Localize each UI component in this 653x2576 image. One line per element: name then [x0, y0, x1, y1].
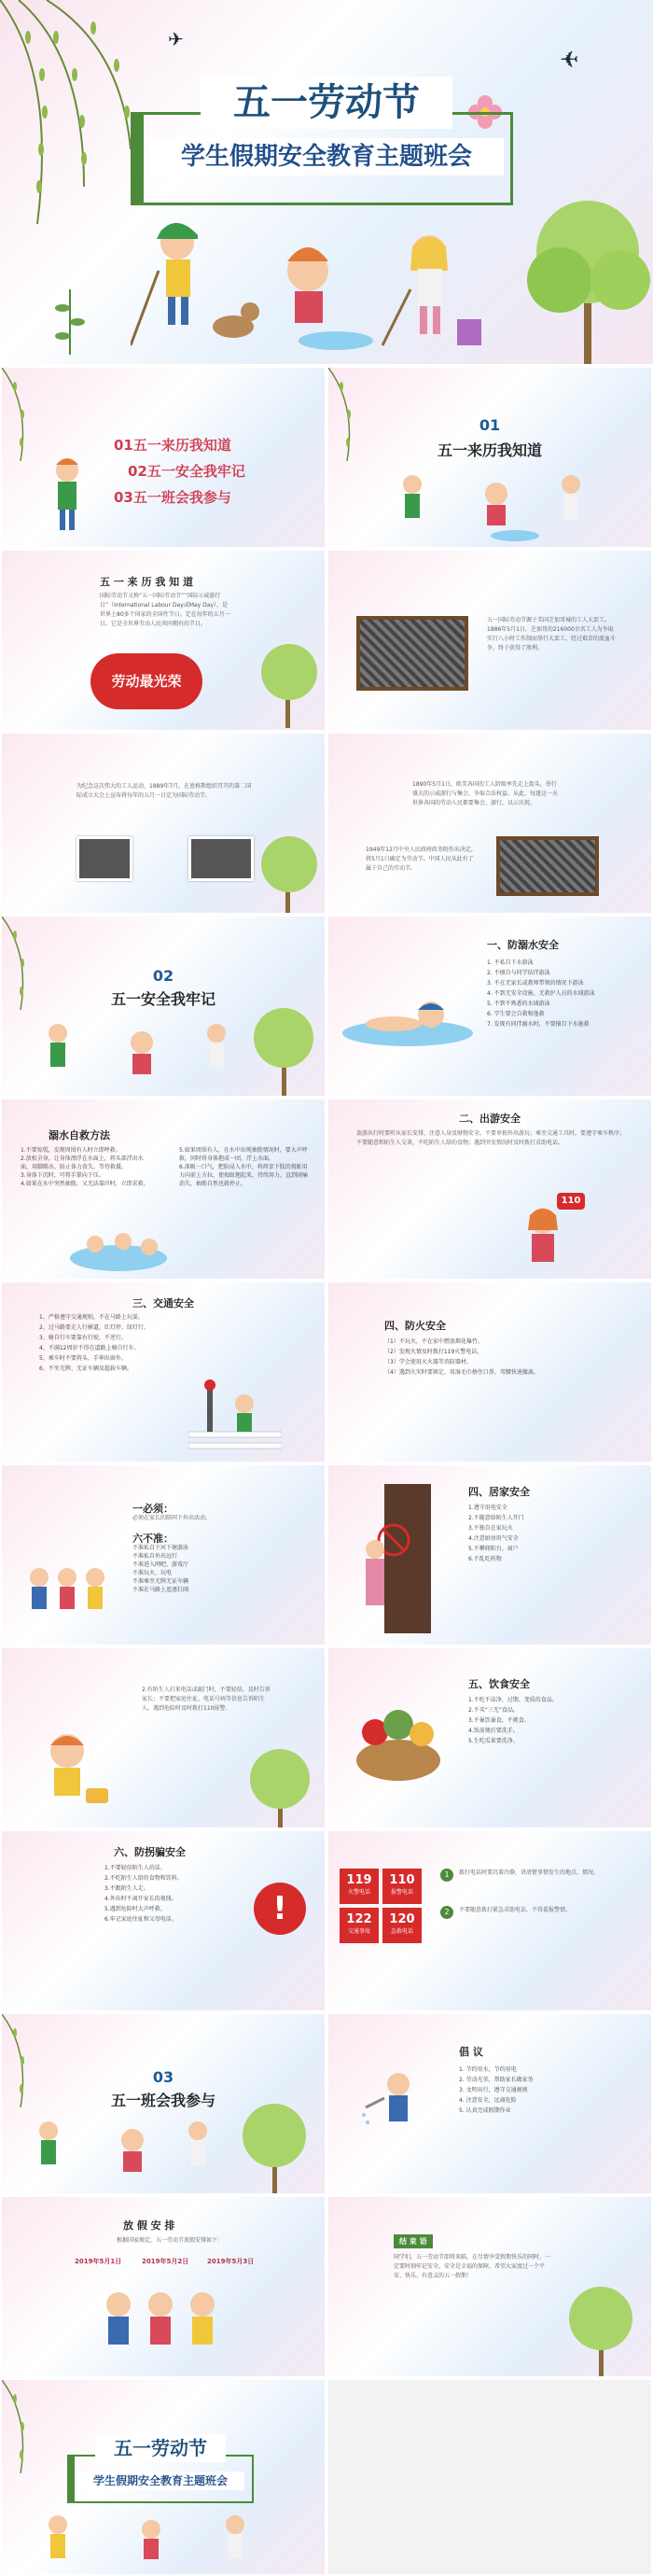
list-item: 4.注意厨房用气安全 — [468, 1535, 519, 1542]
willow-branch-icon — [2, 2380, 58, 2473]
schedule-slide — [2, 2197, 325, 2376]
phone-step-2: 不要随意拨打紧急求助电话，不得谎报警情。 — [459, 1907, 572, 1913]
fraud-list — [104, 1863, 183, 1925]
water-safety-slide — [328, 917, 651, 1096]
willow-branch-icon — [2, 368, 58, 461]
phone-number: 110 — [389, 1873, 415, 1887]
self-rescue-slide — [2, 1099, 325, 1279]
traffic-safety-slide — [2, 1282, 325, 1462]
holiday-date: 2019年5月1日 — [75, 2258, 122, 2265]
list-item: 1.不要惊慌，发现周围有人时立即呼救。 — [21, 1147, 121, 1154]
child-watering-illustration — [356, 2061, 440, 2145]
cover-slide — [0, 0, 653, 364]
list-item: 6、不坐无牌、无证车辆及超载车辆。 — [39, 1365, 132, 1372]
tree-icon — [244, 1001, 325, 1096]
list-item: 不准私自外出远行 — [132, 1553, 178, 1560]
section-title: 五一来历我知道 — [437, 441, 542, 459]
fire-heading: 四、防火安全 — [384, 1320, 446, 1332]
section-number: 03 — [152, 2068, 174, 2086]
list-item: （1）不玩火，不在家中燃放烟花爆竹。 — [384, 1338, 483, 1345]
stranger-slide — [2, 1648, 325, 1827]
list-item: 3. 不在无家长或教师带领的情况下游泳 — [487, 980, 584, 987]
tree-icon — [254, 635, 325, 728]
list-item: 不准乘坐无牌无证车辆 — [132, 1578, 189, 1585]
water-heading: 一、防溺水安全 — [487, 939, 559, 951]
crosswalk-illustration — [188, 1376, 282, 1460]
tree-icon — [552, 2281, 651, 2376]
list-item: 5.遇到危险时大声呼救。 — [104, 1906, 166, 1912]
travel-heading: 二、出游安全 — [459, 1113, 521, 1125]
travel-text: 旅游出行时要听从家长安排，注意人身及财物安全，不要单独外出游玩；乘坐交通工具时，要遵守乘车秩序；不要随意和陌生人交谈，不吃陌生人给的食物；遇到突发情况时及时拨打求助电话。 — [356, 1130, 626, 1146]
history1-text: 五一国际劳动节源于美国芝加哥城的工人大罢工。1886年5月1日，芝加哥的216000余名工人为争取实行八小时工作制而举行大罢工，经过艰苦的流血斗争，终于获得了胜利。 — [487, 617, 617, 651]
list-item: 7. 发现有同伴溺水时，不要擅自下水施救 — [487, 1021, 590, 1028]
list-item: 2、过马路要走人行横道，红灯停、绿灯行。 — [39, 1324, 149, 1331]
traffic-heading: 三、交通安全 — [132, 1297, 194, 1309]
phone-label: 报警电话 — [390, 1889, 413, 1896]
phone-box-120 — [382, 1908, 422, 1943]
history-photo-frame — [496, 836, 599, 896]
proposal-list — [459, 2065, 534, 2116]
home-safety-slide — [328, 1465, 651, 1645]
phone-number: 120 — [389, 1912, 415, 1926]
rules-slide — [2, 1465, 325, 1645]
list-item: 1. 不私自下水游泳 — [487, 959, 534, 966]
anti-fraud-slide — [2, 1831, 325, 2010]
list-item: 2.不买“三无”食品。 — [468, 1707, 519, 1714]
list-item: 2.放松全身，让身体漂浮在水面上，将头部浮出水面，用脚踢水，防止体力丧失，等待救援。 — [21, 1155, 144, 1170]
final-title: 五一劳动节 — [95, 2434, 226, 2462]
swallow-icon: ✈ — [168, 28, 184, 50]
warning-icon: ! — [254, 1883, 306, 1935]
closing-text: 同学们，五一劳动节即将来临，在尽情享受假期快乐的同时，一定要时刻牢记安全，安全是幸福的保障，希望大家度过一个平安、快乐、有意义的五一假期！ — [394, 2254, 551, 2279]
children-cleaning-illustration — [394, 470, 599, 545]
list-item: 4.外出时不离开家长的视线。 — [104, 1896, 177, 1902]
children-cleaning-illustration — [30, 2117, 216, 2191]
child-with-phone-illustration — [515, 1202, 571, 1277]
history2-text: 为纪念这次伟大的工人运动，1889年7月，在恩格斯组织召开的第二国际成立大会上宣布将每年的五月一日定为国际劳动节。 — [76, 783, 252, 799]
rules-must-text: 必须在家长的陪同下外出活动。 — [132, 1515, 212, 1521]
history1-slide — [328, 551, 651, 730]
list-item: 6. 学生要会自救和他救 — [487, 1011, 545, 1017]
tree-icon — [235, 1742, 325, 1827]
list-item: 2.不吃陌生人给的食物和饮料。 — [104, 1875, 183, 1882]
toc-slide — [2, 368, 325, 547]
history3-text2: 1949年12月中央人民政府政务院作出决定，将5月1日确定为劳动节。中国人民从此有了属于自己的劳动节。 — [366, 847, 477, 872]
swallow-icon: ✈ — [560, 47, 579, 73]
schedule-text: 根据国家规定，五一劳动节放假安排如下： — [116, 2237, 223, 2244]
door-stranger-illustration — [356, 1484, 440, 1643]
phone-box-119 — [340, 1869, 379, 1904]
list-item: 1.不吃不洁净、过期、变质的食品。 — [468, 1697, 558, 1703]
list-item: 1.不要轻信陌生人的话。 — [104, 1865, 166, 1871]
child-illustration — [39, 452, 104, 536]
phone-number: 122 — [346, 1912, 372, 1926]
cover-title: 五一劳动节 — [201, 77, 452, 129]
cover-subtitle: 学生假期安全教育主题班会 — [149, 138, 504, 175]
toc-item-1[interactable]: 01五一来历我知道 — [114, 437, 231, 454]
phone-label: 交通事故 — [347, 1928, 370, 1935]
children-sweeping-illustration — [131, 215, 485, 355]
swimming-children-illustration — [67, 1221, 170, 1277]
travel-safety-slide — [328, 1099, 651, 1279]
list-item: 不准玩火、玩电 — [132, 1570, 173, 1576]
food-heading: 五、饮食安全 — [468, 1678, 530, 1690]
list-item: 5.如果周围有人，在水中出现抽筋情况时，要大声呼救，同时将身体抱成一团，浮上水面。 — [179, 1147, 308, 1162]
list-item: 4.饭前便后要洗手。 — [468, 1728, 519, 1734]
swimming-child-illustration — [338, 982, 478, 1057]
list-item: 3.不跟陌生人走。 — [104, 1885, 149, 1892]
children-cleaning-illustration — [39, 1019, 244, 1094]
list-item: 4. 不到无安全设施、无救护人员的水域游泳 — [487, 990, 595, 997]
food-safety-slide — [328, 1648, 651, 1827]
list-item: 4、不满12周岁不得在道路上骑自行车。 — [39, 1345, 140, 1351]
home-heading: 四、居家安全 — [468, 1486, 530, 1498]
list-item: 5.生吃瓜果要洗净。 — [468, 1738, 519, 1744]
proposal-heading: 倡 议 — [459, 2046, 483, 2058]
list-item: 3、骑自行车要靠右行驶，不逆行。 — [39, 1335, 127, 1341]
tree-icon — [226, 2098, 325, 2193]
list-item: 3. 文明出行，遵守交通规则 — [459, 2087, 528, 2093]
labor-badge: 劳动最光荣 — [90, 653, 202, 709]
children-sweeping-illustration — [39, 2511, 263, 2567]
phone-label: 火警电话 — [347, 1889, 370, 1896]
holiday-date: 2019年5月2日 — [142, 2258, 189, 2265]
phone-box-122 — [340, 1908, 379, 1943]
schedule-heading: 放 假 安 排 — [123, 2219, 175, 2232]
step-marker: 1 — [440, 1869, 453, 1882]
list-item: 5.不攀爬阳台、窗户 — [468, 1546, 519, 1552]
section1-slide — [328, 368, 651, 547]
final-subtitle: 学生假期安全教育主题班会 — [76, 2471, 244, 2490]
plant-icon — [51, 280, 89, 355]
child-on-phone-illustration — [30, 1723, 123, 1816]
history-photo — [360, 620, 465, 687]
phone-step-1: 拨打电话时要沉着冷静，讲清楚事情发生的地点、情况。 — [459, 1869, 600, 1876]
section2-slide — [2, 917, 325, 1096]
phone-number: 119 — [346, 1873, 372, 1887]
final-cover-slide — [2, 2380, 325, 2574]
history3-slide — [328, 734, 651, 913]
list-item: 6.牢记家庭住址和父母电话。 — [104, 1916, 177, 1923]
history-photo-frame — [356, 616, 468, 691]
rules-heading-forbid: 六不准： — [132, 1533, 174, 1545]
section3-slide — [2, 2014, 325, 2193]
empty-cell — [328, 2380, 651, 2574]
section-number: 01 — [479, 416, 501, 434]
rules-list — [132, 1544, 188, 1594]
toc-item-2[interactable]: 02五一安全我牢记 — [128, 463, 245, 480]
list-item: 不准进入网吧、游戏厅 — [132, 1561, 189, 1568]
list-item: 5、乘车时不要将头、手伸出窗外。 — [39, 1355, 127, 1362]
list-item: （2）发现火情及时拨打119火警电话。 — [384, 1349, 483, 1355]
fire-safety-slide — [328, 1282, 651, 1462]
history3-text1: 1890年5月1日，欧美各国的工人阶级率先走上街头，举行盛大的示威游行与集会，争取合法权益。从此，每逢这一天世界各国的劳动人民都要集会、游行，以示庆祝。 — [412, 781, 559, 806]
fire-list — [384, 1337, 539, 1378]
self-rescue-left — [21, 1146, 151, 1188]
water-list — [487, 958, 595, 1029]
fraud-heading: 六、防拐骗安全 — [114, 1846, 186, 1858]
section-number: 02 — [152, 967, 174, 985]
list-item: 2. 不擅自与同学结伴游泳 — [487, 970, 550, 976]
list-item: 3.身体下沉时，可将手掌向下压。 — [21, 1172, 104, 1179]
section-title: 五一班会我参与 — [110, 2092, 215, 2109]
list-item: 2.不随意给陌生人开门 — [468, 1515, 524, 1521]
self-rescue-right — [179, 1146, 310, 1188]
traffic-list — [39, 1312, 149, 1374]
list-item: 4.如果在水中突然抽筋，又无法靠岸时，立即求救。 — [21, 1181, 149, 1187]
list-item: 1.遵守用电安全 — [468, 1505, 507, 1511]
list-item: 5. 认真完成假期作业 — [459, 2107, 511, 2114]
emergency-phones-slide — [328, 1831, 651, 2010]
list-item: 3.不暴饮暴食，不挑食。 — [468, 1717, 530, 1724]
list-item: 5. 不到不熟悉的水域游泳 — [487, 1001, 550, 1007]
proposal-slide — [328, 2014, 651, 2193]
list-item: 4. 注意安全，远离危险 — [459, 2097, 517, 2104]
list-item: 1. 节约用水，节约用电 — [459, 2066, 517, 2073]
list-item: 2. 劳动光荣，帮助家长做家务 — [459, 2077, 534, 2083]
toc-item-3[interactable]: 03五一班会我参与 — [114, 489, 231, 506]
tree-icon — [254, 827, 325, 913]
history-photo — [188, 836, 254, 881]
children-group-illustration — [95, 2281, 226, 2365]
list-item: （3）学会使用灭火器等消防器材。 — [384, 1359, 472, 1365]
phone-label: 急救电话 — [390, 1928, 413, 1935]
vegetable-basket-illustration — [347, 1686, 450, 1788]
list-item: 6.不乱吃药物 — [468, 1556, 502, 1562]
closing-heading: 结 束 语 — [394, 2234, 433, 2248]
history2-slide — [2, 734, 325, 913]
closing-slide — [328, 2197, 651, 2376]
tree-icon — [522, 187, 653, 364]
children-group-illustration — [21, 1559, 123, 1633]
origin-slide — [2, 551, 325, 730]
section-title: 五一安全我牢记 — [110, 990, 215, 1008]
list-item: 3.不独自在家玩火 — [468, 1525, 513, 1532]
origin-heading: 五 一 来 历 我 知 道 — [100, 576, 193, 588]
history-photo — [76, 836, 132, 881]
list-item: （4）遇到火灾时要镇定，用湿毛巾捂住口鼻，弯腰快速撤离。 — [384, 1369, 539, 1376]
food-list — [468, 1695, 558, 1746]
stranger-text: 2.有陌生人打来电话或敲门时，不要轻信，及时告诉家长；不要把家庭住址、电话号码等信息告诉陌生人。遇到危险时及时拨打110报警。 — [142, 1687, 271, 1712]
police-number-badge: 110 — [557, 1193, 585, 1210]
self-rescue-heading: 溺水自救方法 — [49, 1129, 110, 1141]
step-marker: 2 — [440, 1906, 453, 1919]
origin-text: 国际劳动节又称“五一国际劳动节”“国际示威游行日”（International Labour Day或May Day），是世界上80多个国家的全国性节日。定在每年的五月一日。它是全世界劳动人民共同拥有的节日。 — [100, 593, 230, 627]
holiday-date: 2019年5月3日 — [207, 2258, 255, 2265]
phone-box-110 — [382, 1869, 422, 1904]
list-item: 6.深吸一口气，把脸浸入水中，将痉挛下肢的拇趾用力向前上方拉，使拇趾翘起来，持续用力，直到剧痛消失，抽筋自然也就停止。 — [179, 1164, 309, 1187]
history-photo — [500, 840, 595, 892]
list-item: 不准私自下河下塘游泳 — [132, 1545, 189, 1551]
list-item: 不准在马路上追逐打闹 — [132, 1587, 189, 1593]
list-item: 1、严格遵守交通规则，不在马路上玩耍。 — [39, 1314, 144, 1321]
rules-heading-must: 一必须： — [132, 1503, 174, 1515]
home-list — [468, 1503, 524, 1564]
